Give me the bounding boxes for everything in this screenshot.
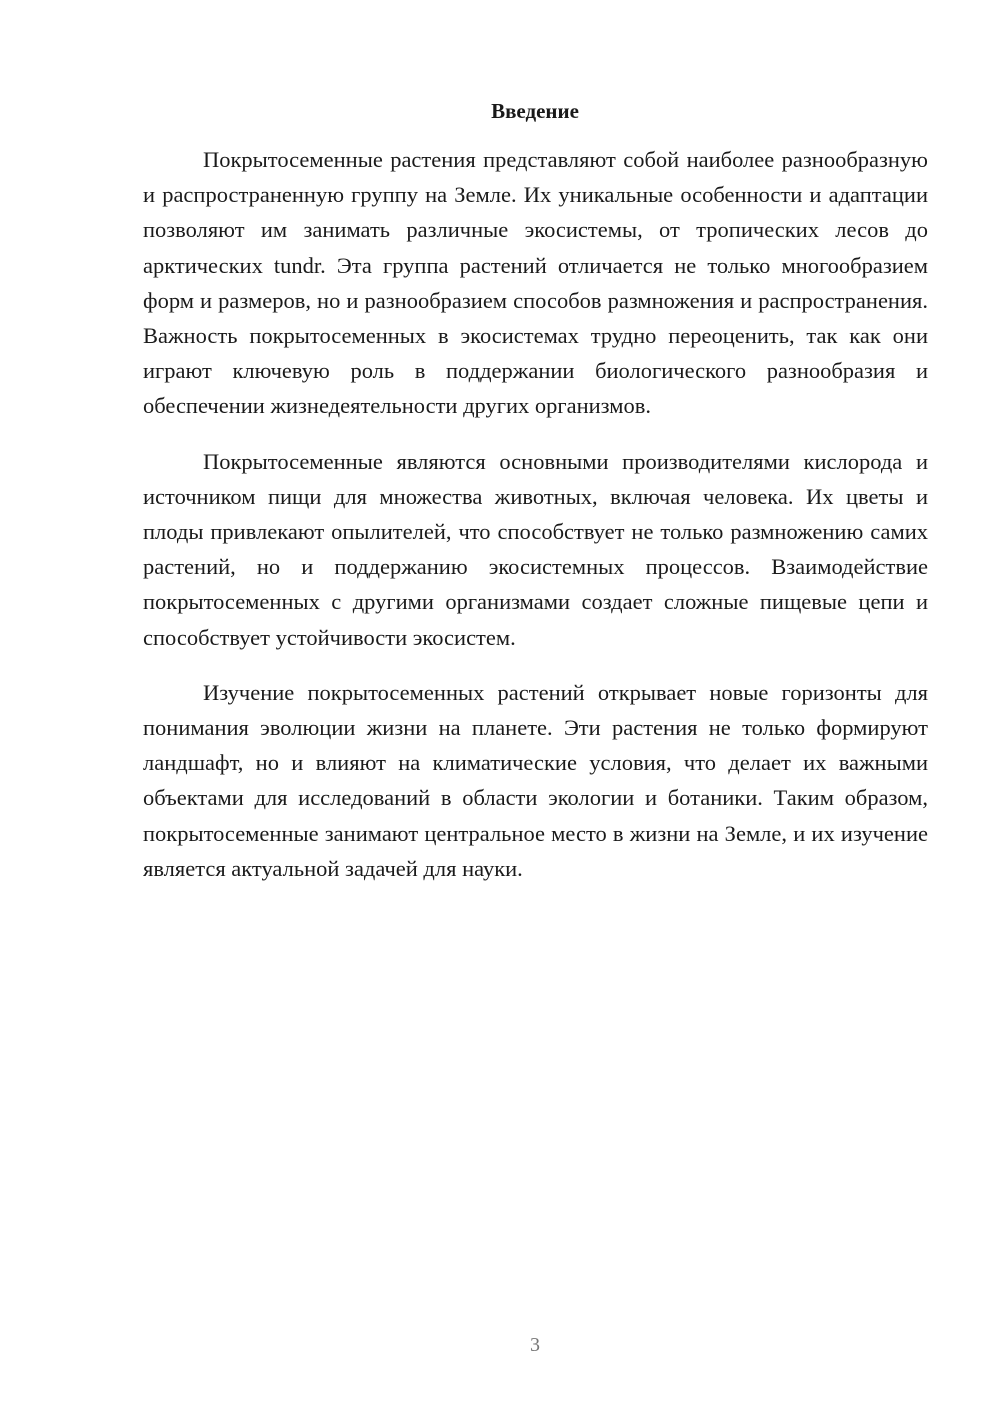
paragraph-1: Покрытосеменные растения представляют собой наиболее разнообразную и распространенную группу на Земле. Их уникальные особенности и адаптации позволяют им занимать различные экосистемы, от тропических лесов до арктических tundr. Эта группа растений отличается не только многообразием форм и размеров, но и разнообразием способов размножения и распространения. Важность покрытосеменных в экосистемах трудно переоценить, так как они играют ключевую роль в поддержании биологического разнообразия и обеспечении жизнедеятельности других организмов. [143, 147, 928, 419]
page-number: 3 [530, 1334, 540, 1356]
paragraph-2: Покрытосеменные являются основными производителями кислорода и источником пищи для множества животных, включая человека. Их цветы и плоды привлекают опылителей, что способствует не только размножению самих растений, но и поддержанию экосистемных процессов. Взаимодействие покрытосеменных с другими организмами создает сложные пищевые цепи и способствует устойчивости экосистем. [143, 448, 928, 650]
body-text [143, 142, 928, 906]
paragraph-3: Изучение покрытосеменных растений открывает новые горизонты для понимания эволюции жизни на планете. Эти растения не только формируют ландшафт, но и влияют на климатические условия, что делает их важными объектами для исследований в области экологии и ботаники. Таким образом, покрытосеменные занимают центральное место в жизни на Земле, и их изучение является актуальной задачей для науки. [143, 679, 928, 881]
section-title: Введение [491, 99, 579, 123]
